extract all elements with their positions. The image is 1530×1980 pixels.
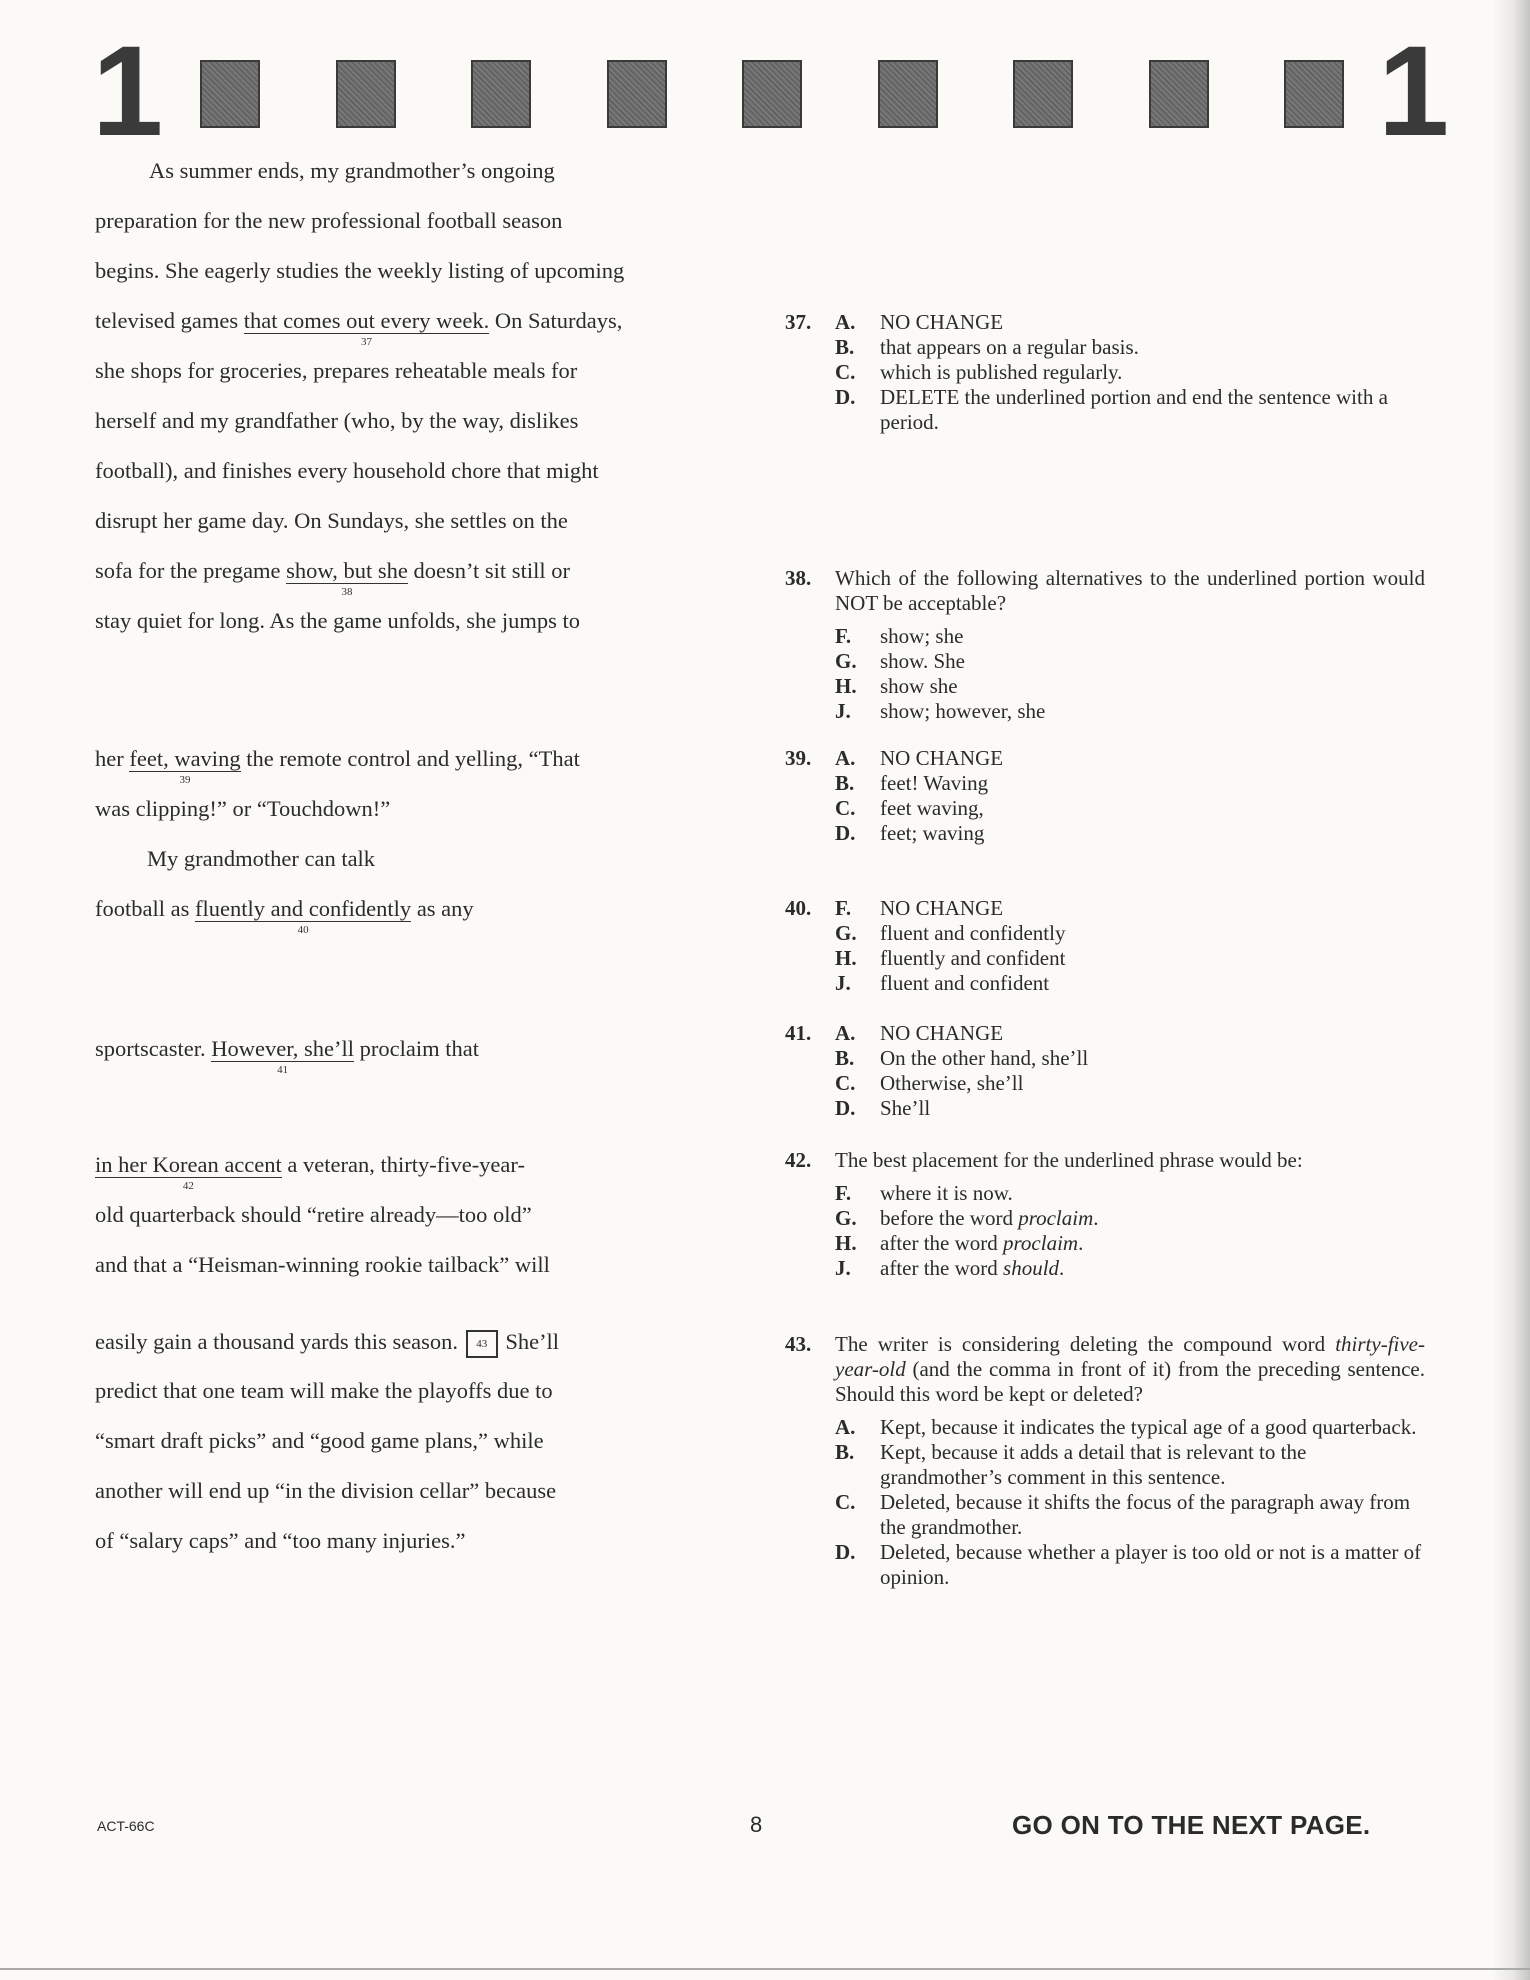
question-37: [785, 310, 1425, 435]
answer-option[interactable]: [835, 1021, 1425, 1046]
underlined-text: fluently and confidently: [194, 896, 412, 921]
question-stem: Which of the following alternatives to the underlined portion would NOT be acceptable?: [835, 566, 1425, 615]
passage-line: [95, 308, 623, 348]
option-text: show; however, she: [880, 699, 1046, 723]
passage-line: of “salary caps” and “too many injuries.”: [95, 1528, 466, 1553]
banner-box: [878, 60, 938, 128]
banner-box: [742, 60, 802, 128]
question-number: 38.: [785, 566, 812, 590]
option-letter: C.: [835, 796, 856, 820]
option-text: that appears on a regular basis.: [880, 335, 1139, 359]
option-letter: H.: [835, 1231, 857, 1255]
option-letter: A.: [835, 746, 856, 770]
underlined-portion-40[interactable]: [194, 896, 412, 936]
underlined-text: that comes out every week.: [243, 308, 490, 333]
option-text: Otherwise, she’ll: [880, 1071, 1024, 1095]
option-letter: D.: [835, 1540, 856, 1564]
answer-option[interactable]: [835, 1256, 1425, 1281]
answer-option[interactable]: [835, 1206, 1425, 1231]
passage-line: “smart draft picks” and “good game plans,” while: [95, 1428, 544, 1453]
option-letter: D.: [835, 1096, 856, 1120]
underlined-portion-41[interactable]: [211, 1036, 355, 1076]
option-letter: C.: [835, 1071, 856, 1095]
passage-line: My grandmother can talk: [147, 846, 376, 871]
answer-option[interactable]: [835, 821, 1425, 846]
passage-text: football as: [95, 896, 195, 921]
option-text: Deleted, because whether a player is too old or not is a matter of opinion.: [880, 1540, 1422, 1589]
option-text: after the word proclaim.: [880, 1231, 1084, 1255]
answer-option[interactable]: [835, 1046, 1425, 1071]
answer-option[interactable]: [835, 896, 1425, 921]
option-text: fluent and confidently: [880, 921, 1066, 945]
option-text: which is published regularly.: [880, 360, 1123, 384]
option-letter: J.: [835, 971, 851, 995]
option-letter: J.: [835, 699, 851, 723]
passage-line: [95, 896, 474, 936]
answer-option[interactable]: [835, 1490, 1425, 1540]
answer-option[interactable]: [835, 746, 1425, 771]
question-ref-number: 39: [179, 774, 191, 786]
option-letter: F.: [835, 896, 852, 920]
passage-line: [95, 746, 580, 786]
banner-box: [1284, 60, 1344, 128]
question-number: 37.: [785, 310, 812, 334]
option-letter: A.: [835, 310, 856, 334]
answer-option[interactable]: [835, 1540, 1425, 1590]
option-letter: D.: [835, 821, 856, 845]
underlined-portion-38[interactable]: [286, 558, 408, 598]
option-text: She’ll: [880, 1096, 931, 1120]
underlined-text: show, but she: [286, 558, 408, 583]
question-number: 39.: [785, 746, 812, 770]
question-41: [785, 1021, 1425, 1121]
option-text: show she: [880, 674, 958, 698]
passage-line: old quarterback should “retire already—too old”: [95, 1202, 532, 1227]
option-letter: H.: [835, 674, 857, 698]
passage-line: begins. She eagerly studies the weekly listing of upcoming: [95, 258, 625, 283]
answer-option[interactable]: [835, 1096, 1425, 1121]
option-text: On the other hand, she’ll: [880, 1046, 1089, 1070]
passage-line: stay quiet for long. As the game unfolds, she jumps to: [95, 608, 580, 633]
option-text: Kept, because it indicates the typical age of a good quarterback.: [880, 1415, 1417, 1439]
option-text: NO CHANGE: [880, 746, 1004, 770]
option-text: after the word should.: [880, 1256, 1065, 1280]
underlined-portion-42[interactable]: [95, 1152, 282, 1192]
option-text: show; she: [880, 624, 964, 648]
question-40: [785, 896, 1425, 996]
section-banner: [200, 60, 1370, 132]
option-text: Deleted, because it shifts the focus of the paragraph away from the grandmother.: [880, 1490, 1411, 1539]
passage-line: herself and my grandfather (who, by the way, dislikes: [95, 408, 579, 433]
passage-line: football), and finishes every household chore that might: [95, 458, 599, 483]
passage-line: preparation for the new professional football season: [95, 208, 563, 233]
option-letter: A.: [835, 1415, 856, 1439]
option-text: Kept, because it adds a detail that is relevant to the grandmother’s comment in this sentence.: [880, 1440, 1307, 1489]
answer-option[interactable]: [835, 1440, 1425, 1490]
passage-text: She’ll: [499, 1329, 560, 1354]
answer-option[interactable]: [835, 335, 1425, 360]
banner-box: [200, 60, 260, 128]
passage-line: was clipping!” or “Touchdown!”: [95, 796, 391, 821]
passage-text: doesn’t sit still or: [407, 558, 570, 583]
answer-option[interactable]: [835, 771, 1425, 796]
option-letter: C.: [835, 1490, 856, 1514]
option-letter: D.: [835, 385, 856, 409]
page-number: 8: [750, 1812, 763, 1837]
banner-box: [336, 60, 396, 128]
passage-line: As summer ends, my grandmother’s ongoing: [149, 158, 555, 183]
option-letter: G.: [835, 921, 857, 945]
question-ref-number: 37: [360, 336, 372, 348]
answer-option[interactable]: [835, 1071, 1425, 1096]
answer-option[interactable]: [835, 674, 1425, 699]
option-text: feet! Waving: [880, 771, 989, 795]
page-bottom-rule: [0, 1968, 1530, 1970]
answer-option[interactable]: [835, 921, 1425, 946]
option-text: where it is now.: [880, 1181, 1013, 1205]
question-number: 42.: [785, 1148, 812, 1172]
passage-text: televised games: [95, 308, 244, 333]
underlined-text: in her Korean accent: [95, 1152, 282, 1177]
passage-text: the remote control and yelling, “That: [240, 746, 580, 771]
answer-option[interactable]: [835, 971, 1425, 996]
passage-line: predict that one team will make the playoffs due to: [95, 1378, 553, 1403]
underlined-portion-39[interactable]: [129, 746, 241, 786]
underlined-portion-37[interactable]: [243, 308, 490, 348]
answer-option[interactable]: [835, 796, 1425, 821]
option-letter: F.: [835, 624, 852, 648]
passage-text: as any: [411, 896, 474, 921]
passage-text: On Saturdays,: [489, 308, 623, 333]
banner-box: [471, 60, 531, 128]
option-letter: G.: [835, 649, 857, 673]
option-letter: F.: [835, 1181, 852, 1205]
option-text: show. She: [880, 649, 965, 673]
question-38: [785, 566, 1425, 724]
option-letter: B.: [835, 1440, 855, 1464]
passage-text: sofa for the pregame: [95, 558, 287, 583]
question-number: 40.: [785, 896, 812, 920]
answer-option[interactable]: [835, 649, 1425, 674]
underlined-text: However, she’ll: [211, 1036, 355, 1061]
passage-line: [95, 558, 570, 598]
passage-line: [95, 1330, 559, 1358]
question-stem: The writer is considering deleting the compound word thirty-five-year-old (and the comma in front of it) from the preceding sentence. Should this word be kept or deleted?: [835, 1332, 1425, 1406]
section-number-left: 1: [92, 20, 164, 163]
option-letter: G.: [835, 1206, 857, 1230]
option-letter: H.: [835, 946, 857, 970]
passage-line: [95, 1152, 525, 1192]
option-text: NO CHANGE: [880, 896, 1004, 920]
passage-text: a veteran, thirty-five-year-: [281, 1152, 525, 1177]
passage-text: easily gain a thousand yards this season.: [95, 1329, 464, 1354]
question-ref-number: 42: [182, 1180, 194, 1192]
question-marker-43[interactable]: 43: [466, 1330, 498, 1358]
passage-text: her: [95, 746, 130, 771]
option-text: NO CHANGE: [880, 1021, 1004, 1045]
option-text: DELETE the underlined portion and end the sentence with a period.: [880, 385, 1388, 434]
banner-box: [1149, 60, 1209, 128]
question-ref-number: 41: [277, 1064, 289, 1076]
question-number: 41.: [785, 1021, 812, 1045]
banner-box: [1013, 60, 1073, 128]
answer-option[interactable]: [835, 946, 1425, 971]
option-text: feet; waving: [880, 821, 985, 845]
question-ref-number: 38: [341, 586, 353, 598]
option-letter: C.: [835, 360, 856, 384]
option-text: before the word proclaim.: [880, 1206, 1099, 1230]
answer-option[interactable]: [835, 1415, 1425, 1440]
passage-line: [95, 1036, 480, 1076]
scanner-edge-shadow: [1492, 0, 1530, 1980]
passage-line: she shops for groceries, prepares reheatable meals for: [95, 358, 578, 383]
passage-text: sportscaster.: [95, 1036, 212, 1061]
answer-option[interactable]: [835, 624, 1425, 649]
question-stem: The best placement for the underlined phrase would be:: [835, 1148, 1303, 1172]
passage-text: proclaim that: [354, 1036, 480, 1061]
banner-box: [607, 60, 667, 128]
question-39: [785, 746, 1425, 846]
question-43: [785, 1332, 1425, 1590]
section-number-right: 1: [1378, 20, 1450, 163]
passage-line: another will end up “in the division cellar” because: [95, 1478, 557, 1503]
option-letter: A.: [835, 1021, 856, 1045]
underlined-text: feet, waving: [129, 746, 241, 771]
option-letter: B.: [835, 335, 855, 359]
next-page-notice: GO ON TO THE NEXT PAGE.: [1012, 1810, 1371, 1840]
option-text: fluently and confident: [880, 946, 1066, 970]
answer-option[interactable]: [835, 385, 1425, 435]
question-42: [785, 1148, 1425, 1281]
answer-option[interactable]: [835, 1181, 1425, 1206]
passage-line: and that a “Heisman-winning rookie tailback” will: [95, 1252, 550, 1277]
answer-option[interactable]: [835, 699, 1425, 724]
option-letter: B.: [835, 1046, 855, 1070]
question-ref-number: 40: [297, 924, 309, 936]
option-text: NO CHANGE: [880, 310, 1004, 334]
answer-option[interactable]: [835, 1231, 1425, 1256]
answer-option[interactable]: [835, 310, 1425, 335]
question-number: 43.: [785, 1332, 812, 1356]
option-letter: J.: [835, 1256, 851, 1280]
option-text: feet waving,: [880, 796, 984, 820]
option-letter: B.: [835, 771, 855, 795]
form-code: ACT-66C: [97, 1818, 155, 1834]
answer-option[interactable]: [835, 360, 1425, 385]
passage-line: disrupt her game day. On Sundays, she settles on the: [95, 508, 568, 533]
option-text: fluent and confident: [880, 971, 1050, 995]
